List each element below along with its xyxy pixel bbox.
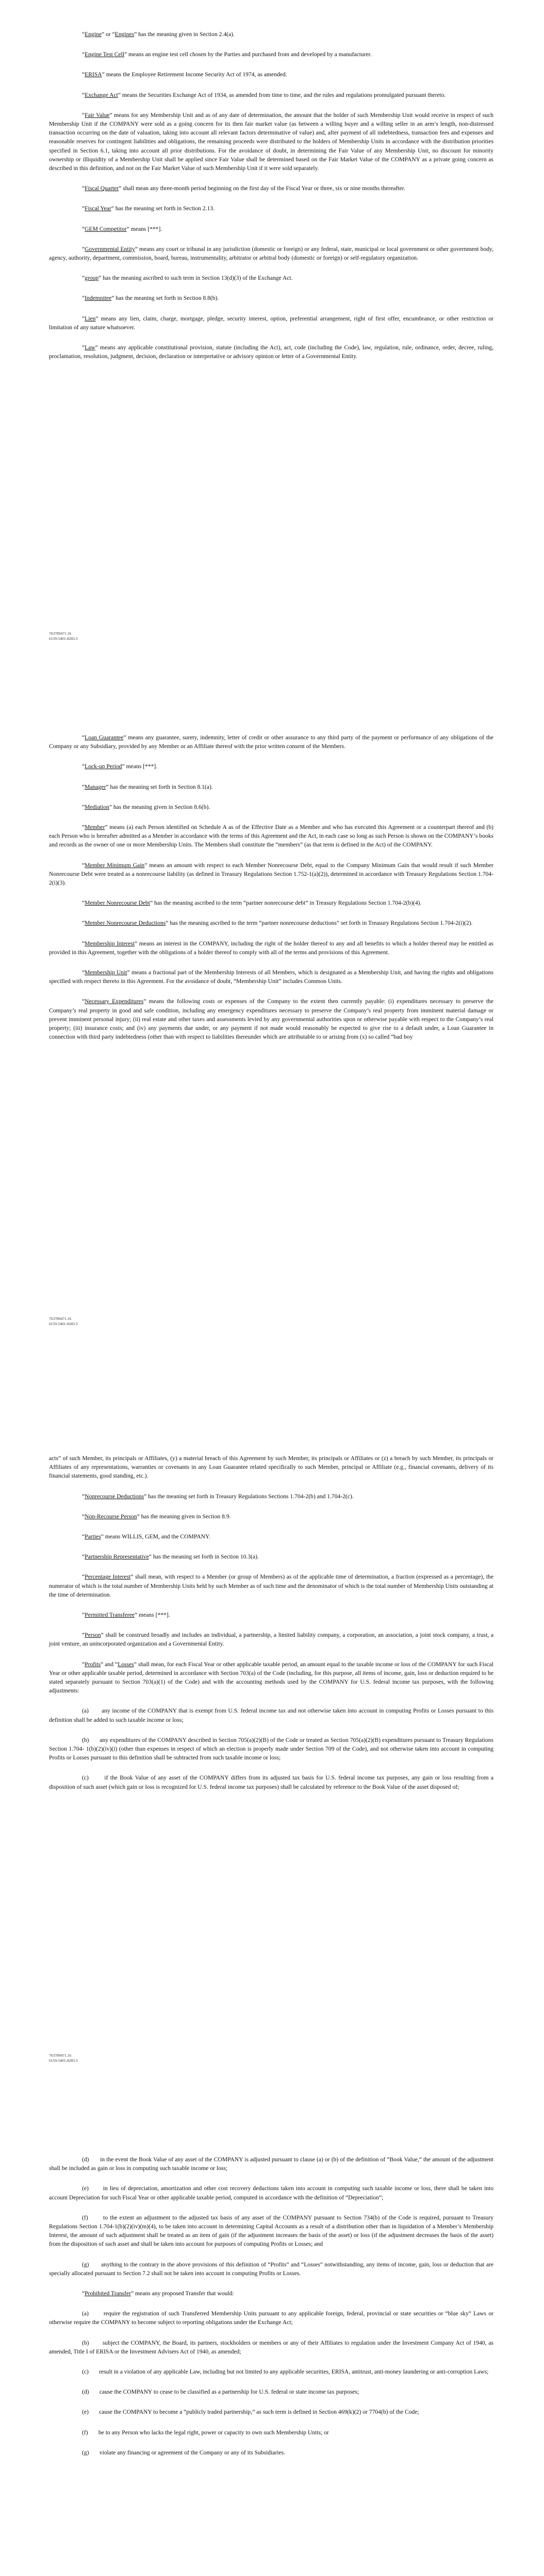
open-quote: “ [82, 275, 85, 282]
paragraph-text: (a) require the registration of such Transferred Membership Units pursuant to any applicable foreign, federal, provincial or state securities or “blue sky” Laws or otherwise require the COMPANY to become subject to reporting obligations under the Exchange Act; [49, 2310, 493, 2326]
clause-paragraph [49, 2155, 493, 2173]
paragraph-text: (g) violate any financing or agreement of the Company or any of its Subsidiaries. [82, 2449, 286, 2456]
defined-term: Engine [85, 31, 102, 38]
document-page-4 [0, 2110, 544, 2576]
paragraph-text: acts” of such Member, its principals or Affiliates, (y) a material breach of this Agreement by such Member, its principals or Affiliates or (z) a breach by such Member, its principals or Affiliates of any representations, warranties or covenants in any Loan Guarantee related specifically to such Member, principal or Affiliate (e.g., financial covenants, delivery of its financial statements, good standing, etc.). [49, 1455, 493, 1480]
definition-text: ” shall mean any three-month period beginning on the first day of the Fiscal Year or three, six or nine months thereafter. [119, 185, 405, 192]
footer-doc-id: 6159-5401-8283.3 [49, 636, 78, 641]
definition-paragraph [49, 1492, 493, 1501]
continued-paragraph [49, 1454, 493, 1481]
definition-paragraph [49, 1572, 493, 1599]
definition-paragraph [49, 343, 493, 361]
defined-term: Loan Guarantee [85, 734, 124, 741]
defined-term: Parties [85, 1533, 101, 1540]
definition-paragraph [49, 1512, 493, 1521]
open-quote: “ [82, 185, 85, 192]
clause-paragraph [49, 1706, 493, 1724]
definition-text: ” means an engine test cell chosen by the Parties and purchased from and developed by a manufacturer. [124, 51, 372, 58]
definition-paragraph [49, 968, 493, 986]
defined-term: Losses [118, 1660, 134, 1668]
definition-paragraph [49, 50, 493, 59]
defined-term: Fair Value [85, 111, 110, 118]
open-quote: “ [82, 803, 85, 810]
definition-text: ” has the meaning set forth in Section 8.1(a). [106, 783, 213, 790]
open-quote: “ [82, 783, 85, 790]
definition-text: ” means the following costs or expenses of the Company to the extent then currently payable: (i) expenditures necessary to preserve the Company’s real property in good and safe condition, including any emergency expenditures necessary to preserve the Company’s real property from imminent material damage or prevent imminent personal injury; (ii) real estate and other taxes and assessments levied by any governmental authorities upon or otherwise payable with respect to the Company’s real property; (iii) insurance costs; and (iv) any payments due under, or any payment if not made would reasonably be expected to give rise to a default under, a Loan Guarantee in connection with third party indebtedness (other than with respect to liabilities thereunder which are attributable to or arising from (x) so called “bad boy [49, 998, 493, 1041]
definition-paragraph [49, 294, 493, 302]
paragraph-text: (f) to the extent an adjustment to the adjusted tax basis of any asset of the COMPANY pursuant to Section 734(b) of the Code is required, pursuant to Treasury Regulations Section 1.704-1(b)(2)(iv)(m)(4), to be taken into account in determining Capital Accounts as a result of a distribution other than in liquidation of a Member’s Membership Interest, the amount of such adjustment shall be treated as an item of gain (if the adjustment increases the basis of the asset) or loss (if the adjustment decreases the basis of the asset) from the disposition of such asset and shall be taken into account for purposes of computing Profits or Losses; and [49, 2214, 493, 2248]
definition-text: ” has the meaning given in Section 2.4(a). [134, 31, 235, 38]
defined-term: Person [85, 1632, 101, 1639]
defined-term: Necessary Expenditures [85, 998, 144, 1005]
defined-term: Governmental Entity [85, 245, 135, 252]
open-quote: “ [82, 861, 85, 869]
open-quote: “ [82, 1632, 85, 1639]
defined-term: Lien [85, 315, 96, 322]
open-quote: “ [82, 734, 85, 741]
defined-term: Prohibited Transfer [85, 2290, 131, 2297]
page-3-content [49, 1454, 493, 1803]
document-page-3 [0, 1406, 544, 2110]
defined-term: Member Nonrecourse Debt [85, 900, 150, 907]
definition-paragraph [49, 861, 493, 888]
definition-text: ” means any proposed Transfer that would: [131, 2290, 234, 2297]
definition-paragraph [49, 314, 493, 332]
footer-doc-id: 763789471.16 [49, 631, 72, 636]
open-quote: “ [82, 71, 85, 78]
page-1-footer [49, 631, 78, 641]
open-quote: “ [82, 51, 85, 58]
paragraph-text: (b) any expenditures of the COMPANY described in Section 705(a)(2)(B) of the Code or treated as Section 705(a)(2)(B) expenditures pursuant to Treasury Regulations Section 1.704- 1(b)(2)(iv)(i) (other than expenses in respect of which an election is properly made under Section 709 of the Code), and not otherwise taken into account in computing Profits or Losses pursuant to this definition shall be subtracted from such taxable income or loss; [49, 1736, 493, 1761]
definition-paragraph [49, 762, 493, 771]
definition-text: ” means an interest in the COMPANY, including the right of the holder thereof to any and all benefits to which a holder thereof may be entitled as provided in this Agreement, together with the obligations of a holder thereof to comply with all of the terms and provisions of this Agreement. [49, 940, 494, 956]
open-quote: “ [82, 1660, 85, 1668]
open-quote: “ [82, 111, 85, 118]
defined-term: Percentage Interest [85, 1573, 131, 1581]
definition-text: ” means for any Membership Unit and as of any date of determination, the amount that the holder of such Membership Unit would receive in respect of such Membership Unit if the COMPANY were sold as a going concern for its then fair market value (as between a willing buyer and a willing seller in an arm’s length, non-distressed transaction occurring on the date of valuation, taking into account all relevant factors determinative of value) and, after payment of all indebtedness, transaction fees and expenses and reasonable reserves for contingent liabilities and obligations, the remaining proceeds were distributed to the holders of Membership Units in accordance with the distribution priorities specified in Section 6.1, taking into account all prior distributions. For the avoidance of doubt, in determining the Fair Value of any Membership Unit, no discount for minority ownership or illiquidity of a Membership Unit shall be applied since Fair Value shall be determined based on the Fair Market Value of the COMPANY as a private going concern as described in this definition, and not on the Fair Market Value of such Membership Unit if it were sold separately. [49, 111, 494, 172]
paragraph-text: (b) subject the COMPANY, the Board, its partners, stockholders or members or any of their Affiliates to regulation under the Investment Company Act of 1940, as amended, Title I of ERISA or the Investment Advisers Act of 1940, as amended; [49, 2339, 493, 2355]
document-page-2 [0, 703, 544, 1406]
open-quote: “ [82, 1573, 85, 1581]
definition-paragraph [49, 91, 493, 99]
paragraph-text: (d) cause the COMPANY to cease to be classified as a partnership for U.S. federal or state income tax purposes; [82, 2388, 359, 2396]
open-quote: “ [82, 31, 85, 38]
definition-paragraph [49, 274, 493, 282]
defined-term: Member [85, 824, 105, 831]
definition-text: ” means [***]. [122, 763, 158, 770]
footer-doc-id: 763789471.16 [49, 2053, 72, 2058]
open-quote: “ [82, 1553, 85, 1561]
definition-paragraph [49, 70, 493, 79]
defined-term: Law [85, 344, 95, 351]
clause-paragraph [49, 2309, 493, 2327]
definition-text: ” means WILLIS, GEM, and the COMPANY. [101, 1533, 210, 1540]
definition-paragraph [49, 733, 493, 751]
defined-term: Fiscal Year [85, 205, 111, 212]
definition-paragraph [49, 1532, 493, 1541]
paragraph-text: (a) any income of the COMPANY that is exempt from U.S. federal income tax and not otherwise taken into account in computing Profits or Losses pursuant to this definition shall be added to such taxable income or loss; [49, 1707, 493, 1723]
definition-text: ” has the meaning set forth in Section 10.3(a). [149, 1553, 259, 1561]
definition-paragraph [49, 1660, 493, 1696]
defined-term: Fiscal Quarter [85, 185, 119, 192]
definition-text: ” means the Securities Exchange Act of 1934, as amended from time to time, and the rules and regulations promulgated pursuant thereto. [118, 91, 446, 98]
definition-text: ” has the meaning set forth in Section 8.8(b). [111, 295, 219, 302]
definition-paragraph [49, 1552, 493, 1561]
definition-paragraph [49, 245, 493, 262]
clause-paragraph [49, 2367, 493, 2376]
definition-text: ” means any guarantee, surety, indemnity, letter of credit or other assurance to any third party of the payment or performance of any obligations of the Company or any Subsidiary, provided by any Member or an Affiliate thereof with the prior written consent of the Members. [49, 734, 493, 750]
defined-term: Partnership Representative [85, 1553, 149, 1561]
document-page-1 [0, 0, 544, 703]
defined-term: Manager [85, 783, 106, 790]
definition-paragraph [49, 30, 493, 39]
paragraph-text: (c) result in a violation of any applicable Law, including but not limited to any applicable securities, ERISA, antitrust, anti-money laundering or anti-corruption Laws; [82, 2368, 489, 2376]
definition-text: ” means the Employee Retirement Income Security Act of 1974, as amended. [102, 71, 287, 78]
open-quote: “ [82, 2290, 85, 2297]
defined-term: Membership Interest [85, 940, 135, 947]
defined-term: Permitted Transferee [85, 1612, 135, 1619]
defined-term: Lock-up Period [85, 763, 122, 770]
definition-text: ” has the meaning set forth in Section 2.13. [111, 205, 215, 212]
defined-term: Mediation [85, 803, 109, 810]
clause-paragraph [49, 2448, 493, 2457]
open-quote: “ [82, 1493, 85, 1500]
page-4-content [49, 2155, 493, 2468]
definition-text: ” has the meaning set forth in Treasury Regulations Sections 1.704-2(b) and 1.704-2(c). [144, 1493, 354, 1500]
definition-text: ” means any court or tribunal in any jurisdiction (domestic or foreign) or any federal, state, municipal or local government or other government body, agency, authority, department, commission, board, bureau, instrumentality, arbitrator or arbitral body (domestic or foreign) or self-regulatory organization. [49, 245, 493, 262]
paragraph-text: (e) in lieu of depreciation, amortization and other cost recovery deductions taken into account in computing such taxable income or loss, there shall be taken into account Depreciation for such Fiscal Year or other applicable taxable period, computed in accordance with the definition of “Depreciation”; [49, 2185, 493, 2201]
defined-term: Engine Test Cell [85, 51, 125, 58]
definition-paragraph [49, 803, 493, 811]
definition-text: ” means (a) each Person identified on Schedule A as of the Effective Date as a Member and who has executed this Agreement or a counterpart thereof and (b) each Person who is hereafter admitted as a Member in accordance with the terms of this Agreement and the Act, in each case so long as such Person is shown on the COMPANY’s books and records as the owner of one or more Membership Units. The Members shall constitute the “members” (as that term is defined in the Act) of the COMPANY. [49, 824, 493, 849]
definition-text: ” has the meaning ascribed to the term “partner nonrecourse debt” in Treasury Regulations Section 1.704-2(b)(4). [150, 900, 422, 907]
page-1-content [49, 30, 493, 372]
open-quote: “ [82, 940, 85, 947]
defined-term: Member Minimum Gain [85, 861, 145, 869]
open-quote: “ [82, 91, 85, 98]
definition-paragraph [49, 111, 493, 173]
definition-paragraph [49, 899, 493, 907]
open-quote: “ [82, 920, 85, 927]
open-quote: “ [82, 998, 85, 1005]
definition-text: ” shall mean, with respect to a Member (or group of Members) as of the applicable time of determination, a fraction (expressed as a percentage), the numerator of which is the total number of Membership Units held by such Member as of such time and the denominator of which is the total number of Membership Units outstanding at the time of determination. [49, 1573, 493, 1598]
definition-paragraph [49, 939, 493, 957]
open-quote: “ [82, 969, 85, 976]
definition-text: ” means any applicable constitutional provision, statute (including the Act), act, code (including the Code), law, regulation, rule, ordinance, order, decree, ruling, proclamation, resolution, judgment, decision, declaration or interpretative or advisory opinion or letter of a Governmental Entity. [49, 344, 493, 360]
page-2-footer [49, 1316, 78, 1327]
definition-text: ” shall be construed broadly and includes an individual, a partnership, a limited liability company, a corporation, an association, a joint stock company, a trust, a joint venture, an unincorporated organization and a Governmental Entity. [49, 1632, 493, 1648]
defined-term: Indemnitee [85, 295, 112, 302]
clause-paragraph [49, 2260, 493, 2278]
definition-text: ” means any lien, claim, charge, mortgage, pledge, security interest, option, preferential arrangement, right of first offer, encumbrance, or other restriction or limitation of any nature whatsoever. [49, 315, 493, 331]
footer-doc-id: 6159-5401-8283.3 [49, 2058, 78, 2063]
footer-doc-id: 763789471.16 [49, 1316, 72, 1321]
open-quote: “ [82, 763, 85, 770]
definition-text: ” has the meaning ascribed to the term “partner nonrecourse deductions” set forth in Treasury Regulations Section 1.704-2(i)(2). [166, 920, 473, 927]
clause-paragraph [49, 2213, 493, 2249]
definition-paragraph [49, 2289, 493, 2298]
defined-term: group [85, 275, 99, 282]
clause-paragraph [49, 2338, 493, 2356]
clause-paragraph [49, 2428, 493, 2437]
open-quote: “ [82, 295, 85, 302]
paragraph-text: (f) be to any Person who lacks the legal right, power or capacity to own such Membership Units; or [82, 2429, 329, 2436]
definition-paragraph [49, 225, 493, 233]
definition-paragraph [49, 823, 493, 850]
clause-paragraph [49, 1773, 493, 1791]
definition-text: ” means [***]. [135, 1612, 170, 1619]
defined-term: Exchange Act [85, 91, 118, 98]
defined-term: Member Nonrecourse Deductions [85, 920, 166, 927]
page-2-content [49, 733, 493, 1053]
definition-paragraph [49, 997, 493, 1041]
open-quote: “ [82, 900, 85, 907]
open-quote: “ [82, 205, 85, 212]
definition-paragraph [49, 783, 493, 791]
definition-text: ” means an amount with respect to each Member Nonrecourse Debt, equal to the Company Minimum Gain that would result if such Member Nonrecourse Debt were treated as a nonrecourse liability (as defined in Treasury Regulations Section 1.752-1(a)(2)), determined in accordance with Treasury Regulations Section 1.704-2(i)(3). [49, 861, 493, 887]
definition-paragraph [49, 919, 493, 927]
defined-term: Engines [114, 31, 135, 38]
defined-term: Non-Recourse Person [85, 1513, 137, 1520]
open-quote: “ [82, 1612, 85, 1619]
clause-paragraph [49, 2184, 493, 2201]
open-quote: “ [82, 1533, 85, 1540]
definition-paragraph [49, 204, 493, 213]
open-quote: “ [82, 225, 85, 232]
definition-paragraph [49, 1611, 493, 1619]
open-quote: “ [82, 344, 85, 351]
definition-text: ” means [***]. [126, 225, 162, 232]
paragraph-text: (e) cause the COMPANY to become a “publicly traded partnership,” as such term is defined in Section 469(k)(2) or 7704(b) of the Code; [82, 2409, 419, 2416]
footer-doc-id: 6159-5401-8283.3 [49, 1321, 78, 1326]
definition-paragraph [49, 184, 493, 193]
defined-term: GEM Competitor [85, 225, 127, 232]
definition-text: ” means a fractional part of the Membership Interests of all Members, which is designated as a Membership Unit, and having the rights and obligations specified with respect thereto in this Agreement. For the avoidance of doubt, “Membership Unit” includes Common Units. [49, 969, 493, 985]
definition-paragraph [49, 1631, 493, 1648]
term-connector: ” and “ [101, 1660, 118, 1668]
clause-paragraph [49, 2387, 493, 2396]
page-3-footer [49, 2053, 78, 2063]
defined-term: ERISA [85, 71, 102, 78]
open-quote: “ [82, 1513, 85, 1520]
clause-paragraph [49, 2408, 493, 2416]
open-quote: “ [82, 245, 85, 252]
defined-term: Nonrecourse Deductions [85, 1493, 144, 1500]
defined-term: Profits [85, 1660, 101, 1668]
definition-text: ” has the meaning ascribed to such term in Section 13(d)(3) of the Exchange Act. [98, 275, 293, 282]
paragraph-text: (g) anything to the contrary in the above provisions of this definition of “Profits” and “Losses” notwithstanding, any items of income, gain, loss or deduction that are specially allocated pursuant to Section 7.2 shall not be taken into account in computing Profits or Losses. [49, 2261, 493, 2277]
open-quote: “ [82, 315, 85, 322]
paragraph-text: (d) in the event the Book Value of any asset of the COMPANY is adjusted pursuant to clause (a) or (b) of the definition of “Book Value,” the amount of the adjustment shall be included as gain or loss in computing such taxable income or loss; [49, 2156, 493, 2172]
open-quote: “ [82, 824, 85, 831]
definition-text: ” shall mean, for each Fiscal Year or other applicable taxable period, an amount equal to the taxable income or loss of the COMPANY for such Fiscal Year or other applicable taxable period, determined in accordance with Section 703(a) of the Code (including, for this purpose, all items of income, gain, loss or deduction required to be stated separately pursuant to Section 703(a)(1) of the Code) and with the accounting methods used by the COMPANY for U.S. federal income tax purposes, with the following adjustments: [49, 1660, 493, 1694]
defined-term: Membership Unit [85, 969, 127, 976]
definition-text: ” has the meaning given in Section 8.6(b). [109, 803, 210, 810]
term-connector: ” or “ [102, 31, 115, 38]
paragraph-text: (c) if the Book Value of any asset of the COMPANY differs from its adjusted tax basis for U.S. federal income tax purposes, any gain or loss resulting from a disposition of such asset (which gain or loss is recognized for U.S. federal income tax purposes) shall be calculated by reference to the Book Value of the asset disposed of; [49, 1774, 493, 1790]
definition-text: ” has the meaning given in Section 8.9. [137, 1513, 231, 1520]
clause-paragraph [49, 1736, 493, 1762]
